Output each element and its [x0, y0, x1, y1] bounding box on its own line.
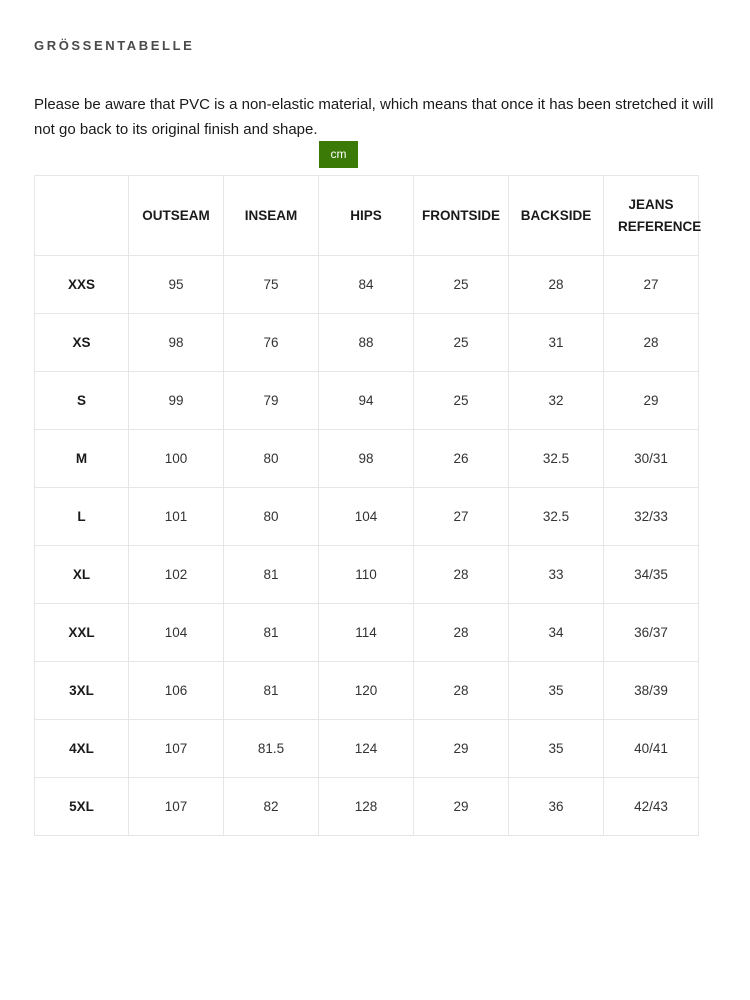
cell-size: XXL	[35, 604, 129, 662]
cell-outseam: 107	[129, 778, 224, 836]
table-row	[35, 488, 699, 546]
header-inseam: INSEAM	[224, 176, 319, 256]
header-outseam: OUTSEAM	[129, 176, 224, 256]
cell-backside: 31	[509, 314, 604, 372]
cell-frontside: 29	[414, 778, 509, 836]
cell-inseam: 80	[224, 430, 319, 488]
table-row	[35, 720, 699, 778]
cell-backside: 36	[509, 778, 604, 836]
cell-outseam: 104	[129, 604, 224, 662]
cell-hips: 114	[319, 604, 414, 662]
cell-frontside: 27	[414, 488, 509, 546]
header-jeans-reference: JEANS REFERENCE	[604, 176, 699, 256]
cell-hips: 110	[319, 546, 414, 604]
table-row	[35, 256, 699, 314]
cell-hips: 104	[319, 488, 414, 546]
cell-hips: 120	[319, 662, 414, 720]
cell-outseam: 102	[129, 546, 224, 604]
table-header-row	[35, 176, 699, 256]
cell-size: XS	[35, 314, 129, 372]
cell-outseam: 107	[129, 720, 224, 778]
unit-tab-cm[interactable]: cm	[319, 141, 358, 168]
cell-frontside: 25	[414, 256, 509, 314]
cell-backside: 34	[509, 604, 604, 662]
cell-hips: 124	[319, 720, 414, 778]
cell-backside: 35	[509, 662, 604, 720]
cell-size: XL	[35, 546, 129, 604]
cell-size: L	[35, 488, 129, 546]
cell-inseam: 75	[224, 256, 319, 314]
cell-inseam: 81	[224, 546, 319, 604]
cell-frontside: 26	[414, 430, 509, 488]
cell-outseam: 98	[129, 314, 224, 372]
cell-inseam: 76	[224, 314, 319, 372]
cell-hips: 128	[319, 778, 414, 836]
cell-frontside: 25	[414, 372, 509, 430]
cell-outseam: 101	[129, 488, 224, 546]
cell-jeans-reference: 38/39	[604, 662, 699, 720]
cell-backside: 32	[509, 372, 604, 430]
cell-backside: 32.5	[509, 488, 604, 546]
table-row	[35, 372, 699, 430]
cell-size: M	[35, 430, 129, 488]
cell-frontside: 28	[414, 546, 509, 604]
cell-jeans-reference: 30/31	[604, 430, 699, 488]
table-row	[35, 604, 699, 662]
cell-jeans-reference: 42/43	[604, 778, 699, 836]
cell-jeans-reference: 40/41	[604, 720, 699, 778]
table-row	[35, 662, 699, 720]
cell-frontside: 28	[414, 604, 509, 662]
cell-inseam: 81	[224, 662, 319, 720]
header-frontside: FRONTSIDE	[414, 176, 509, 256]
cell-hips: 84	[319, 256, 414, 314]
table-row	[35, 546, 699, 604]
cell-size: 3XL	[35, 662, 129, 720]
pvc-notice-text: Please be aware that PVC is a non-elastic material, which means that once it has been stretched it will not go back to its original finish and shape.	[34, 96, 714, 138]
cell-inseam: 81.5	[224, 720, 319, 778]
cell-backside: 35	[509, 720, 604, 778]
cell-size: S	[35, 372, 129, 430]
cell-outseam: 100	[129, 430, 224, 488]
cell-outseam: 99	[129, 372, 224, 430]
cell-outseam: 106	[129, 662, 224, 720]
cell-frontside: 29	[414, 720, 509, 778]
page-title: GRÖSSENTABELLE	[34, 38, 195, 53]
cell-size: 4XL	[35, 720, 129, 778]
cell-frontside: 28	[414, 662, 509, 720]
header-hips: HIPS	[319, 176, 414, 256]
cell-inseam: 81	[224, 604, 319, 662]
cell-jeans-reference: 34/35	[604, 546, 699, 604]
cell-jeans-reference: 32/33	[604, 488, 699, 546]
cell-backside: 33	[509, 546, 604, 604]
cell-inseam: 80	[224, 488, 319, 546]
cell-inseam: 82	[224, 778, 319, 836]
cell-size: XXS	[35, 256, 129, 314]
cell-outseam: 95	[129, 256, 224, 314]
cell-jeans-reference: 28	[604, 314, 699, 372]
cell-jeans-reference: 36/37	[604, 604, 699, 662]
cell-hips: 88	[319, 314, 414, 372]
cell-jeans-reference: 27	[604, 256, 699, 314]
size-table	[34, 175, 702, 836]
table-row	[35, 430, 699, 488]
table-row	[35, 778, 699, 836]
cell-size: 5XL	[35, 778, 129, 836]
cell-backside: 32.5	[509, 430, 604, 488]
cell-jeans-reference: 29	[604, 372, 699, 430]
cell-inseam: 79	[224, 372, 319, 430]
cell-frontside: 25	[414, 314, 509, 372]
cell-backside: 28	[509, 256, 604, 314]
header-size	[35, 176, 129, 256]
cell-hips: 94	[319, 372, 414, 430]
table-row	[35, 314, 699, 372]
cell-hips: 98	[319, 430, 414, 488]
table-body	[35, 256, 699, 836]
header-backside: BACKSIDE	[509, 176, 604, 256]
